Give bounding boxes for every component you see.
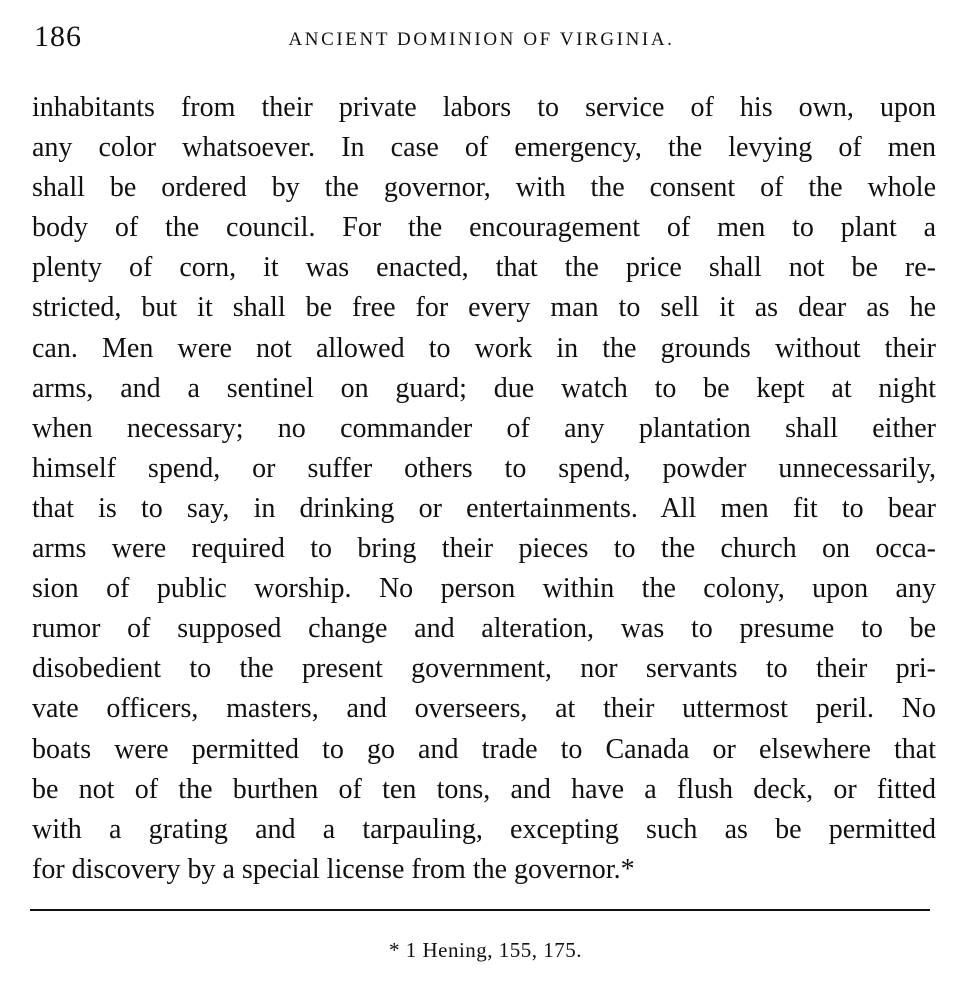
- text-line: himself spend, or suffer others to spend, powder unnecessarily,: [32, 452, 936, 484]
- body-text: [32, 88, 936, 890]
- text-line: stricted, but it shall be free for every man to sell it as dear as he: [32, 292, 936, 324]
- text-line: boats were permitted to go and trade to Canada or elsewhere that: [32, 733, 936, 765]
- text-line: arms, and a sentinel on guard; due watch to be kept at night: [32, 372, 936, 404]
- text-line: shall be ordered by the governor, with the consent of the whole: [32, 172, 936, 204]
- text-line: with a grating and a tarpauling, excepting such as be permitted: [32, 813, 936, 845]
- text-line: be not of the burthen of ten tons, and have a flush deck, or fitted: [32, 773, 936, 805]
- footnote: * 1 Hening, 155, 175.: [388, 938, 583, 962]
- text-line: plenty of corn, it was enacted, that the price shall not be re-: [32, 252, 936, 284]
- text-line: when necessary; no commander of any plantation shall either: [32, 412, 936, 444]
- text-line: any color whatsoever. In case of emergency, the levying of men: [32, 132, 936, 164]
- text-line: inhabitants from their private labors to service of his own, upon: [32, 92, 936, 123]
- text-line: disobedient to the present government, nor servants to their pri-: [32, 653, 936, 685]
- text-line: can. Men were not allowed to work in the grounds without their: [32, 332, 936, 364]
- text-line: body of the council. For the encouragement of men to plant a: [32, 212, 936, 244]
- text-line-last: for discovery by a special license from the governor.*: [32, 853, 635, 885]
- running-title: ANCIENT DOMINION OF VIRGINIA.: [288, 29, 675, 50]
- text-line: arms were required to bring their pieces to the church on occa-: [32, 533, 936, 565]
- page-header: [28, 14, 935, 54]
- text-line: rumor of supposed change and alteration, was to presume to be: [32, 613, 936, 645]
- text-line: sion of public worship. No person within the colony, upon any: [32, 573, 936, 605]
- footnote-divider: [30, 909, 930, 911]
- text-line: vate officers, masters, and overseers, at their uttermost peril. No: [32, 693, 936, 725]
- page-number: 186: [34, 20, 82, 53]
- text-line: that is to say, in drinking or entertainments. All men fit to bear: [32, 492, 936, 524]
